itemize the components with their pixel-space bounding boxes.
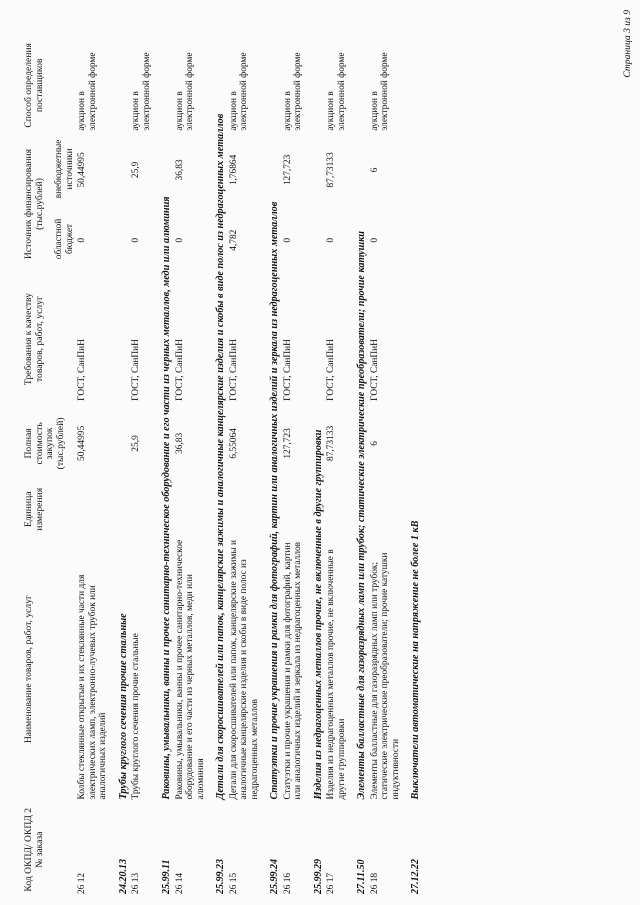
category-name: Элементы балластные для газоразрядных ламп или трубок; статические электрические преобразователи; прочие катушки xyxy=(356,231,368,800)
item-requirements: ГОСТ, СанПиН xyxy=(228,339,239,401)
category-name: Трубы круглого сечения прочие стальные xyxy=(117,613,129,800)
table-header xyxy=(22,37,76,897)
header-extra-budget: внебюджетные источники xyxy=(53,139,74,199)
item-name: Трубы круглого сечения прочие стальные xyxy=(131,633,142,800)
table-row xyxy=(76,37,115,897)
item-requirements: ГОСТ, СанПиН xyxy=(369,339,380,401)
item-extra-budget: 1,76864 xyxy=(228,154,239,186)
header-regional-budget: областной бюджет xyxy=(53,218,74,260)
category-row xyxy=(115,37,130,897)
procurement-table xyxy=(22,37,423,897)
item-regional-budget: 0 xyxy=(77,237,88,243)
category-row xyxy=(353,37,368,897)
category-row xyxy=(158,37,173,897)
item-name: Колбы стеклянные открытые и их стеклянные части для электрических ламп, электронно-лучевых трубок или аналогичных изделий xyxy=(77,574,109,800)
category-code: 27.12.22 xyxy=(410,859,422,894)
item-cost: 50,44995 xyxy=(77,425,88,461)
item-cost: 6 xyxy=(369,441,380,446)
header-cost: Полная стоимость закупок (тыс.рублей) xyxy=(23,417,67,470)
item-cost: 25,9 xyxy=(131,435,142,452)
header-financing xyxy=(22,134,76,275)
item-unit xyxy=(76,483,115,536)
category-name: Статуэтки и прочие украшения и рамки для фотографий, картин или аналогичных изделий и зеркала из недрагоценных металлов xyxy=(269,201,281,800)
category-row xyxy=(407,37,422,897)
category-name: Изделия из недрагоценных металлов прочие, не включенные в другие группировки xyxy=(312,429,324,800)
item-cost: 36,83 xyxy=(174,432,185,454)
item-unit xyxy=(228,483,267,536)
header-name: Наименование товаров, работ, услуг xyxy=(23,595,34,744)
category-row xyxy=(266,37,281,897)
header-requirements: Требования к качеству товаров, работ, услуг xyxy=(23,292,45,386)
item-requirements: ГОСТ, СанПиН xyxy=(77,339,88,401)
header-code: Код ОКПД/ ОКПД 2 № заказа xyxy=(23,807,45,892)
item-name: Элементы балластные для газоразрядных ламп или трубок; статические электрические преобразователи; прочие катушки индуктивности xyxy=(369,552,401,800)
item-cost: 127,723 xyxy=(282,428,293,459)
item-extra-budget: 36,83 xyxy=(174,159,185,181)
item-regional-budget: 0 xyxy=(369,237,380,243)
table-row xyxy=(174,37,213,897)
item-regional-budget: 0 xyxy=(131,237,142,243)
category-row xyxy=(310,37,325,897)
item-method: аукцион в электронной форме xyxy=(326,52,347,131)
item-regional-budget: 0 xyxy=(282,237,293,243)
item-extra-budget: 25,9 xyxy=(131,161,142,179)
item-method: аукцион в электронной форме xyxy=(77,52,98,131)
order-number: 26 15 xyxy=(228,872,239,894)
header-unit: Единица измерения xyxy=(23,487,45,531)
item-name: Статуэтки и прочие украшения и рамки для фотографий, картин или аналогичных изделий и зеркала из недрагоценных металлов xyxy=(282,541,304,800)
item-extra-budget: 6 xyxy=(369,167,380,173)
item-cost: 87,73133 xyxy=(326,425,337,461)
order-number: 26 16 xyxy=(282,872,293,894)
item-unit xyxy=(130,483,158,536)
item-regional-budget: 4,782 xyxy=(228,229,239,251)
category-row xyxy=(212,37,227,897)
item-extra-budget: 50,44995 xyxy=(77,152,88,188)
item-requirements: ГОСТ, СанПиН xyxy=(131,339,142,401)
item-unit xyxy=(325,483,353,536)
table-row xyxy=(282,37,310,897)
item-regional-budget: 0 xyxy=(174,237,185,243)
category-code: 24.20.13 xyxy=(117,859,129,894)
header-financing-title: Источник финансирования (тыс.рублей) xyxy=(23,148,45,260)
order-number: 26 17 xyxy=(326,872,337,894)
category-code: 27.11.50 xyxy=(356,859,368,894)
item-name: Изделия из недрагоценных металлов прочие, не включенные в другие группировки xyxy=(326,549,347,800)
item-extra-budget: 87,73133 xyxy=(326,152,337,188)
item-regional-budget: 0 xyxy=(326,237,337,243)
category-code: 25.99.23 xyxy=(215,859,227,894)
table-body xyxy=(76,37,423,897)
item-method: аукцион в электронной форме xyxy=(282,52,304,131)
order-number: 26 14 xyxy=(174,872,185,894)
item-method: аукцион в электронной форме xyxy=(228,52,250,131)
item-requirements: ГОСТ, СанПиН xyxy=(174,339,185,401)
header-method: Способ определения поставщиков xyxy=(23,43,45,128)
item-unit xyxy=(282,483,310,536)
item-unit xyxy=(369,483,408,536)
table-row xyxy=(130,37,158,897)
item-requirements: ГОСТ, СанПиН xyxy=(282,339,293,401)
item-requirements: ГОСТ, СанПиН xyxy=(326,339,337,401)
item-name: Детали для скоросшивателей или папок, канцелярские зажимы и аналогичные канцелярские изделия и скобы в виде полос из недрагоценных металлов xyxy=(228,539,260,800)
item-cost: 6,55064 xyxy=(228,428,239,459)
item-name: Раковины, умывальники, ванны и прочее санитарно-техническое оборудование и его части из черных металлов, меди или алюминия xyxy=(174,539,206,800)
item-method: аукцион в электронной форме xyxy=(131,52,152,131)
item-method: аукцион в электронной форме xyxy=(369,52,391,131)
category-code: 25.99.29 xyxy=(312,859,324,894)
order-number: 26 13 xyxy=(131,872,142,894)
page-number: Страница 3 из 9 xyxy=(622,10,634,78)
order-number: 26 12 xyxy=(77,872,88,894)
order-number: 26 18 xyxy=(369,872,380,894)
item-extra-budget: 127,723 xyxy=(282,154,293,186)
item-unit xyxy=(174,483,213,536)
table-row xyxy=(369,37,408,897)
category-code: 25.99.24 xyxy=(269,859,281,894)
category-code: 25.99.11 xyxy=(161,859,173,894)
item-method: аукцион в электронной форме xyxy=(174,52,196,131)
category-name: Детали для скоросшивателей или папок, канцелярские зажимы и аналогичные канцелярские изделия и скобы в виде полос из недрагоценных металлов xyxy=(215,113,227,800)
table-row xyxy=(228,37,267,897)
table-row xyxy=(325,37,353,897)
category-name: Выключатели автоматические на напряжение не более 1 кВ xyxy=(410,520,422,800)
category-name: Раковины, умывальники, ванны и прочее санитарно-техническое оборудование и его части из черных металлов, меди или алюминия xyxy=(161,196,173,800)
